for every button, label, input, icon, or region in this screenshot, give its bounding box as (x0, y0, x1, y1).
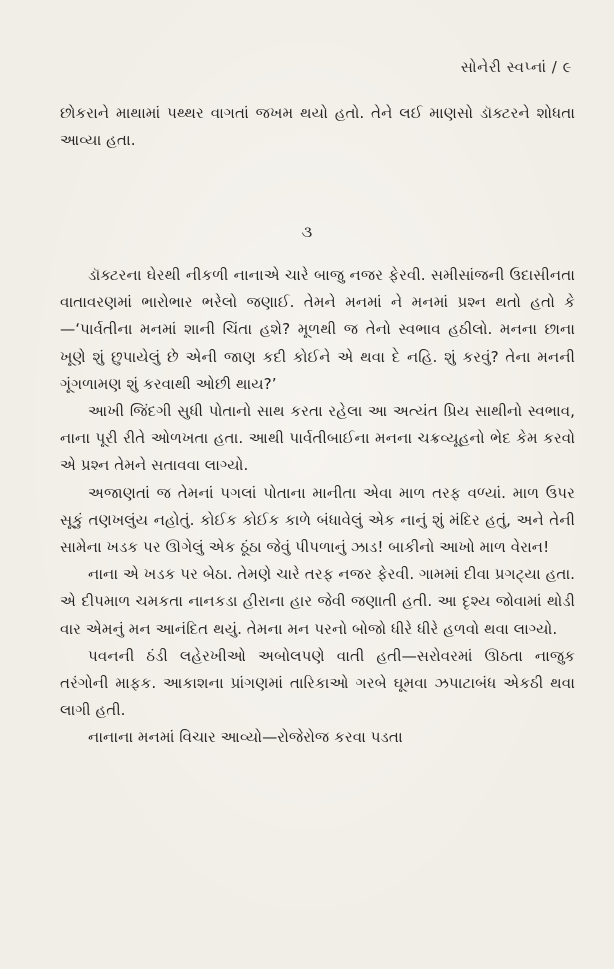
paragraph: અજાણતાં જ તેમનાં પગલાં પોતાના માનીતા એવા માળ તરફ વળ્યાં. માળ ઉપર સૂકું તણખલુંય નહોતું. કોઈક કોઈક કાળે બંધાવેલું એક નાનું શું મંદિર હતું, અને તેની સામેના ખડક પર ઊગેલું એક ઠૂંઠા જેવું પીપળાનું ઝાડ! બાકીનો આખો માળ વેરાન! (60, 483, 575, 557)
section-number: ૩ (301, 222, 313, 241)
paragraph: છોકરાને માથામાં પથ્થર વાગતાં જખમ થયો હતો. તેને લઈ માણસો ડૉક્ટરને શોધતા આવ્યા હતા. (60, 104, 575, 150)
body-text-block (60, 262, 575, 752)
paragraph: આખી જિંદગી સુધી પોતાનો સાથ કરતા રહેલા આ અત્યંત પ્રિય સાથીનો સ્વભાવ, નાના પૂરી રીતે ઓળખતા હતા. આથી પાર્વતીબાઈના મનના ચક્રવ્યૂહનો ભેદ કેમ કરવો એ પ્રશ્ન તેમને સતાવવા લાગ્યો. (60, 402, 575, 475)
paragraph: પવનની ઠંડી લહેરખીઓ અબોલપણે વાતી હતી—સરોવરમાં ઊઠતા નાજુક તરંગોની માફક. આકાશના પ્રાંગણમાં તારિકાઓ ગરબે ઘૂમવા ઝપાટાબંધ એકઠી થવા લાગી હતી. (60, 646, 575, 720)
running-header: સોનેરી સ્વપ્નાં / ૯ (460, 58, 572, 76)
paragraph: ડૉક્ટરના ઘેરથી નીકળી નાનાએ ચારે બાજુ નજર ફેરવી. સમીસાંજની ઉદાસીનતા વાતાવરણમાં ભારોભાર ભરેલો જણાઈ. તેમને મનમાં ને મનમાં પ્રશ્ન થતો હતો કે—‘પાર્વતીના મનમાં શાની ચિંતા હશે? મૂળથી જ તેનો સ્વભાવ હઠીલો. મનના છાના ખૂણે શું છુપાયેલું છે એની જાણ કદી કોઈને એ થવા દે નહિ. શું કરવું? તેના મનની ગૂંગળામણ શું કરવાથી ઓછી થાય?’ (60, 266, 575, 393)
paragraph: નાનાના મનમાં વિચાર આવ્યો—રોજેરોજ કરવા પડતા (88, 728, 403, 747)
top-paragraph-block (60, 100, 575, 154)
paragraph: નાના એ ખડક પર બેઠા. તેમણે ચારે તરફ નજર ફેરવી. ગામમાં દીવા પ્રગટ્યા હતા. એ દીપમાળ ચમકતા નાનકડા હીરાના હાર જેવી જણાતી હતી. આ દૃશ્ય જોવામાં થોડી વાર એમનું મન આનંદિત થયું. તેમના મન પરનો બોજો ધીરે ધીરે હળવો થવા લાગ્યો. (60, 565, 575, 638)
